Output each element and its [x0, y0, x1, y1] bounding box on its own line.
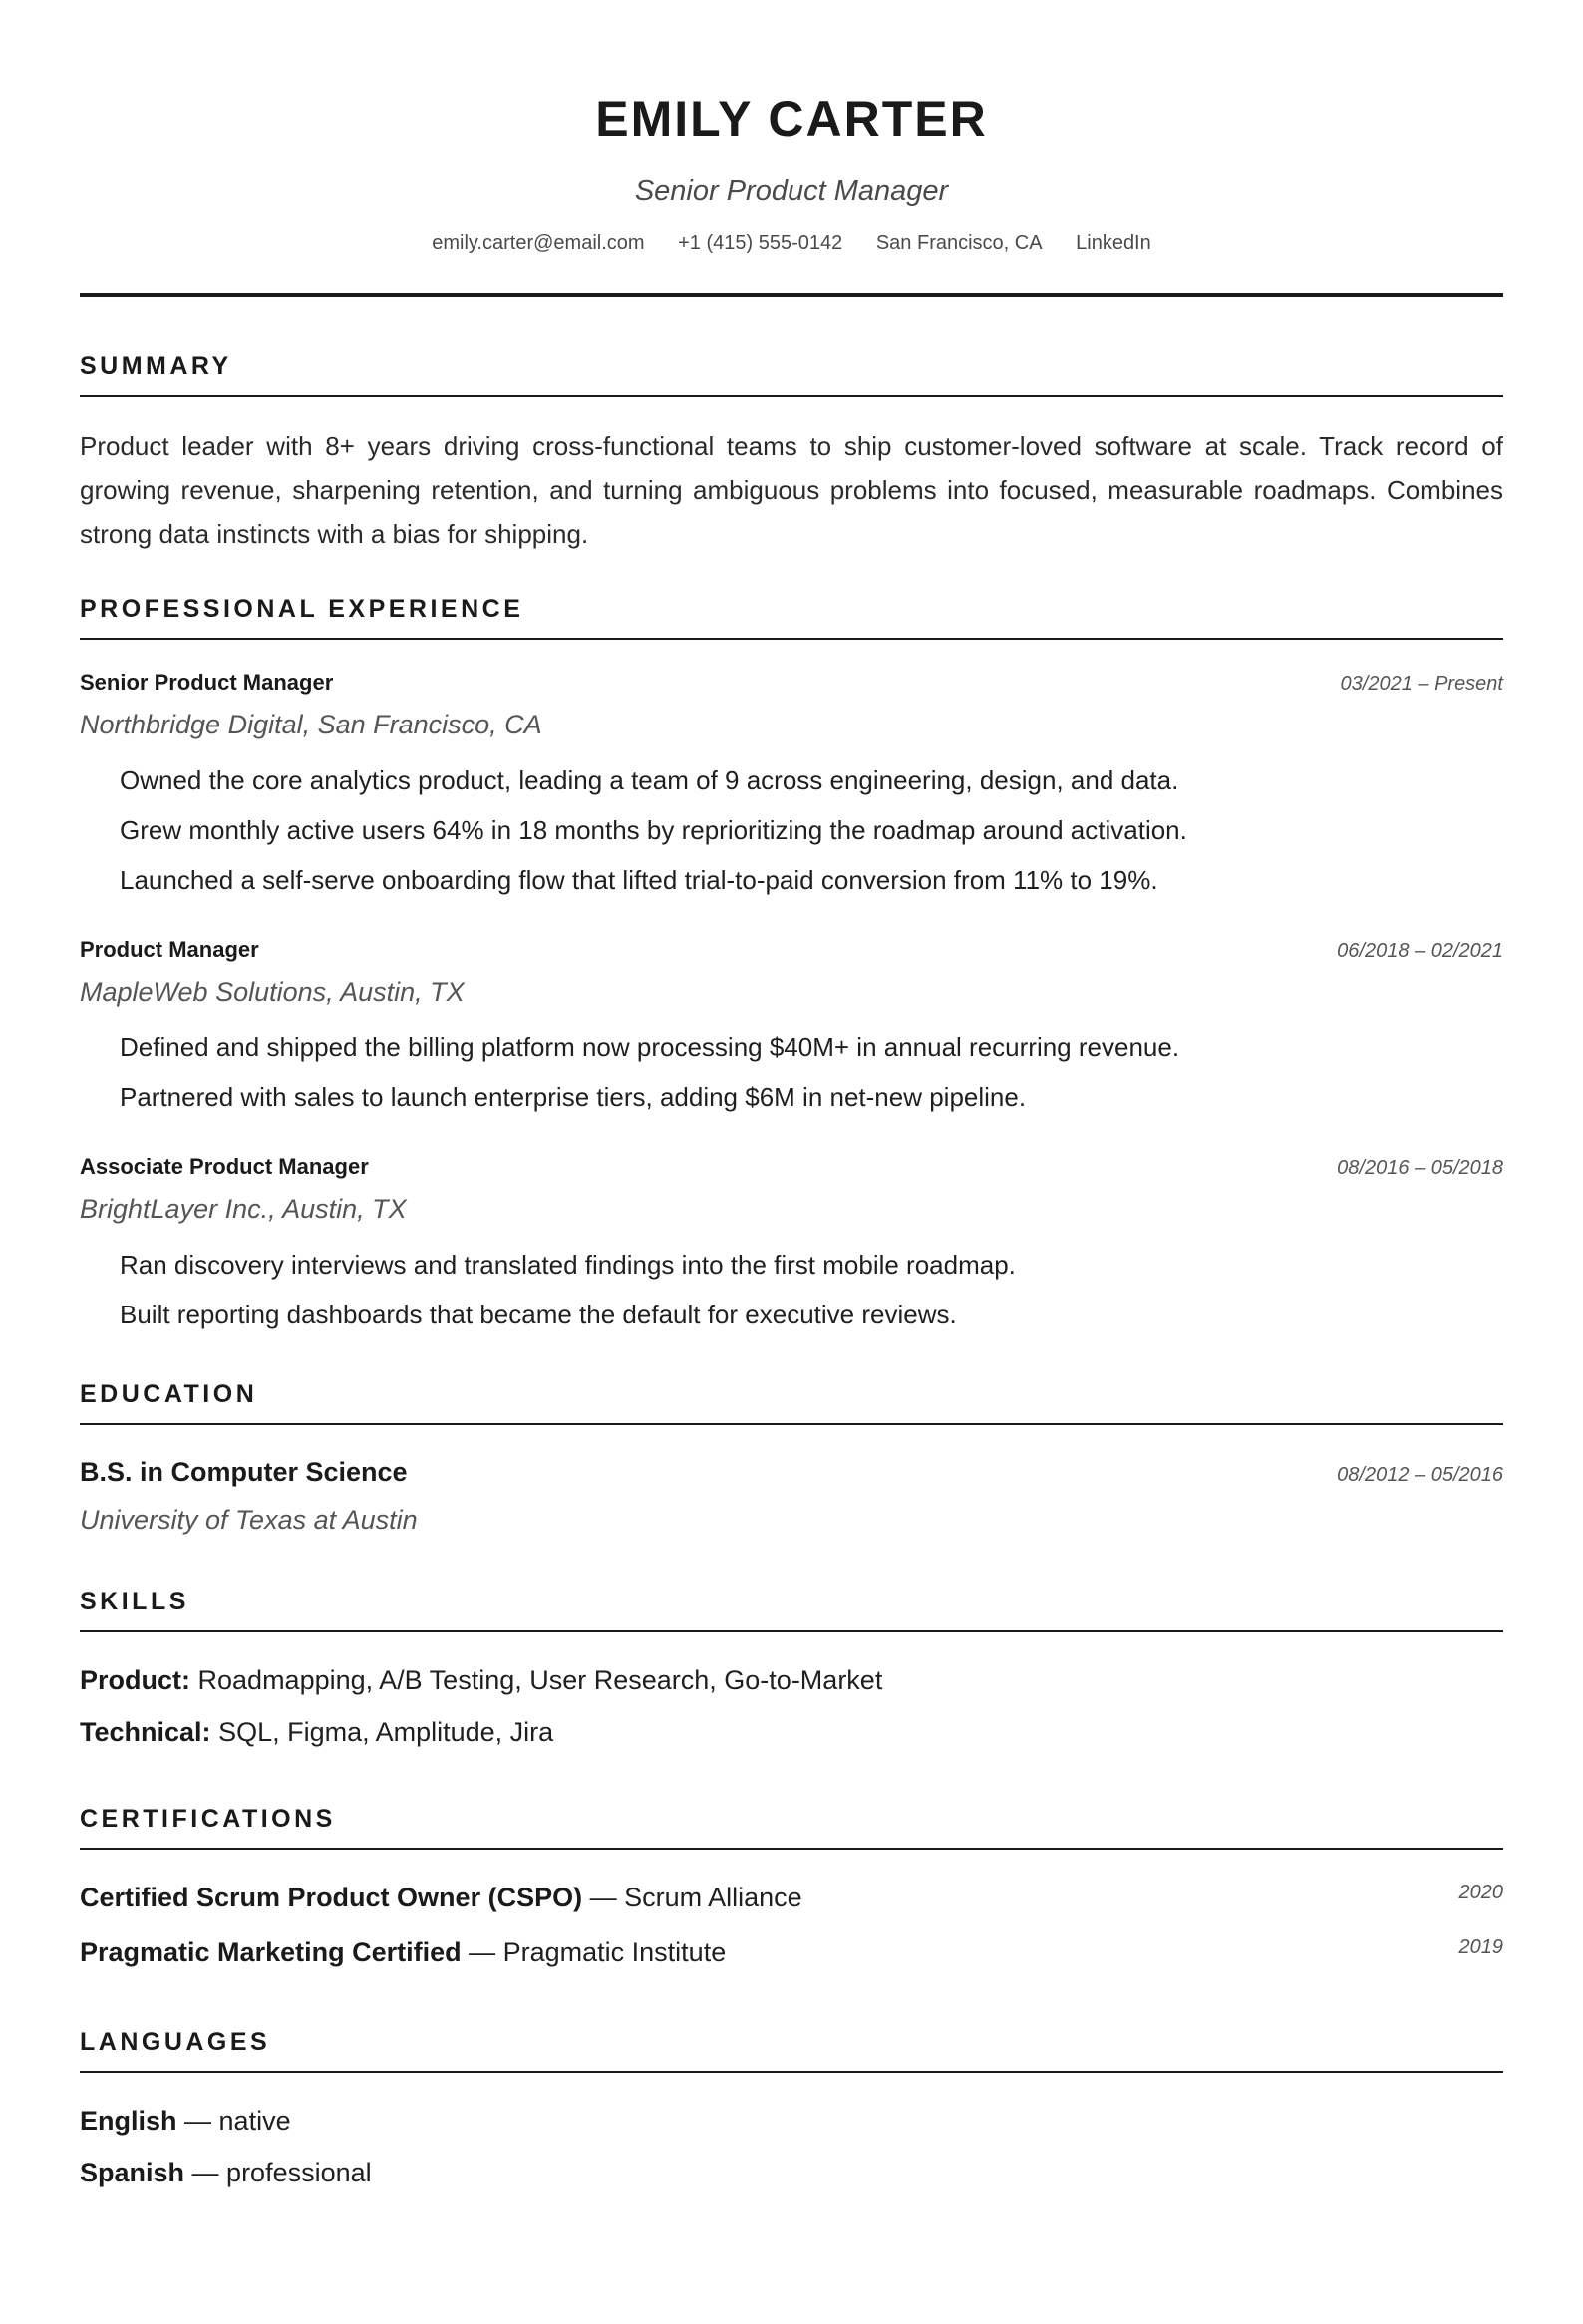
job-company: MapleWeb Solutions, Austin, TX	[80, 977, 465, 1007]
contact-location: San Francisco, CA	[875, 232, 1043, 254]
job-entry	[80, 935, 1503, 1122]
skill-value: SQL, Figma, Amplitude, Jira	[218, 1717, 554, 1747]
candidate-name: EMILY CARTER	[595, 91, 988, 146]
certification-row	[80, 1926, 1503, 1981]
section-title-languages: LANGUAGES	[80, 2027, 1503, 2073]
education-entry	[80, 1455, 1503, 1537]
job-header	[80, 935, 1503, 965]
certification-name: Pragmatic Marketing Certified	[80, 1937, 462, 1967]
skill-row	[80, 1654, 1503, 1706]
job-header	[80, 668, 1503, 698]
education-section	[80, 1379, 1503, 1537]
certifications-list	[80, 1872, 1503, 1981]
certification-year: 2020	[1458, 1882, 1503, 1903]
job-company: Northbridge Digital, San Francisco, CA	[80, 710, 542, 739]
job-bullet: Built reporting dashboards that became the default for executive reviews.	[120, 1300, 957, 1329]
job-list	[80, 668, 1503, 1339]
job-bullet: Defined and shipped the billing platform now processing $40M+ in annual recurring revenue.	[120, 1032, 1180, 1062]
job-dates: 08/2016 – 05/2018	[1337, 1157, 1503, 1179]
job-title: Product Manager	[80, 937, 259, 962]
certification-entry	[80, 1926, 726, 1978]
degree: B.S. in Computer Science	[80, 1457, 408, 1487]
language-name: English	[80, 2106, 177, 2136]
language-name: Spanish	[80, 2158, 185, 2187]
resume-header	[80, 0, 1503, 297]
job-bullet: Partnered with sales to launch enterprise tiers, adding $6M in net-new pipeline.	[120, 1082, 1027, 1112]
contact-phone: +1 (415) 555-0142	[678, 232, 843, 254]
language-row	[80, 2147, 1503, 2198]
education-dates: 08/2012 – 05/2016	[1337, 1464, 1503, 1486]
languages-list	[80, 2095, 1503, 2198]
school: University of Texas at Austin	[80, 1505, 418, 1535]
job-bullets	[80, 755, 1503, 905]
job-bullets	[80, 1240, 1503, 1339]
skills-list	[80, 1654, 1503, 1758]
job-entry	[80, 1152, 1503, 1339]
header-divider	[80, 293, 1503, 297]
linkedin-link[interactable]: LinkedIn	[1076, 232, 1151, 254]
skill-row	[80, 1706, 1503, 1758]
job-entry	[80, 668, 1503, 905]
contact-email[interactable]: emily.carter@email.com	[432, 232, 645, 254]
candidate-role: Senior Product Manager	[634, 175, 949, 207]
job-title: Senior Product Manager	[80, 670, 334, 695]
certification-entry	[80, 1872, 802, 1923]
job-bullets	[80, 1022, 1503, 1122]
experience-section	[80, 594, 1503, 1339]
job-dates: 03/2021 – Present	[1340, 673, 1503, 695]
skills-section	[80, 1587, 1503, 1758]
section-title-certifications: CERTIFICATIONS	[80, 1804, 1503, 1850]
section-title-summary: SUMMARY	[80, 351, 1503, 397]
language-level: — native	[184, 2106, 291, 2136]
contact-line	[80, 229, 1503, 257]
job-bullet: Launched a self-serve onboarding flow that lifted trial-to-paid conversion from 11% to 19%.	[120, 865, 1158, 895]
certification-year: 2019	[1458, 1936, 1503, 1958]
certification-name: Certified Scrum Product Owner (CSPO)	[80, 1883, 583, 1912]
section-title-education: EDUCATION	[80, 1379, 1503, 1425]
summary-section	[80, 351, 1503, 556]
job-dates: 06/2018 – 02/2021	[1337, 940, 1503, 962]
job-bullet: Grew monthly active users 64% in 18 months by reprioritizing the roadmap around activation.	[120, 815, 1187, 845]
languages-section	[80, 2027, 1503, 2198]
section-title-skills: SKILLS	[80, 1587, 1503, 1632]
job-header	[80, 1152, 1503, 1182]
skill-value: Roadmapping, A/B Testing, User Research, Go-to-Market	[197, 1665, 883, 1695]
language-level: — professional	[191, 2158, 372, 2187]
job-title: Associate Product Manager	[80, 1154, 369, 1179]
section-title-experience: PROFESSIONAL EXPERIENCE	[80, 594, 1503, 640]
certifications-section	[80, 1804, 1503, 1981]
job-company: BrightLayer Inc., Austin, TX	[80, 1194, 407, 1224]
education-header	[80, 1455, 1503, 1489]
skill-label: Product:	[80, 1665, 190, 1695]
summary-text: Product leader with 8+ years driving cross-functional teams to ship customer-loved software at scale. Track record of growing revenue, sharpening retention, and turning ambiguous problems into focused, measurable roadmaps. Combines strong data instincts with a bias for shipping.	[80, 432, 1503, 549]
certification-row	[80, 1872, 1503, 1926]
resume-page	[80, 0, 1503, 2198]
skill-label: Technical:	[80, 1717, 211, 1747]
job-bullet: Ran discovery interviews and translated findings into the first mobile roadmap.	[120, 1250, 1016, 1280]
certification-issuer: — Pragmatic Institute	[469, 1937, 727, 1967]
job-bullet: Owned the core analytics product, leading a team of 9 across engineering, design, and data.	[120, 765, 1179, 795]
language-row	[80, 2095, 1503, 2147]
certification-issuer: — Scrum Alliance	[589, 1883, 802, 1912]
